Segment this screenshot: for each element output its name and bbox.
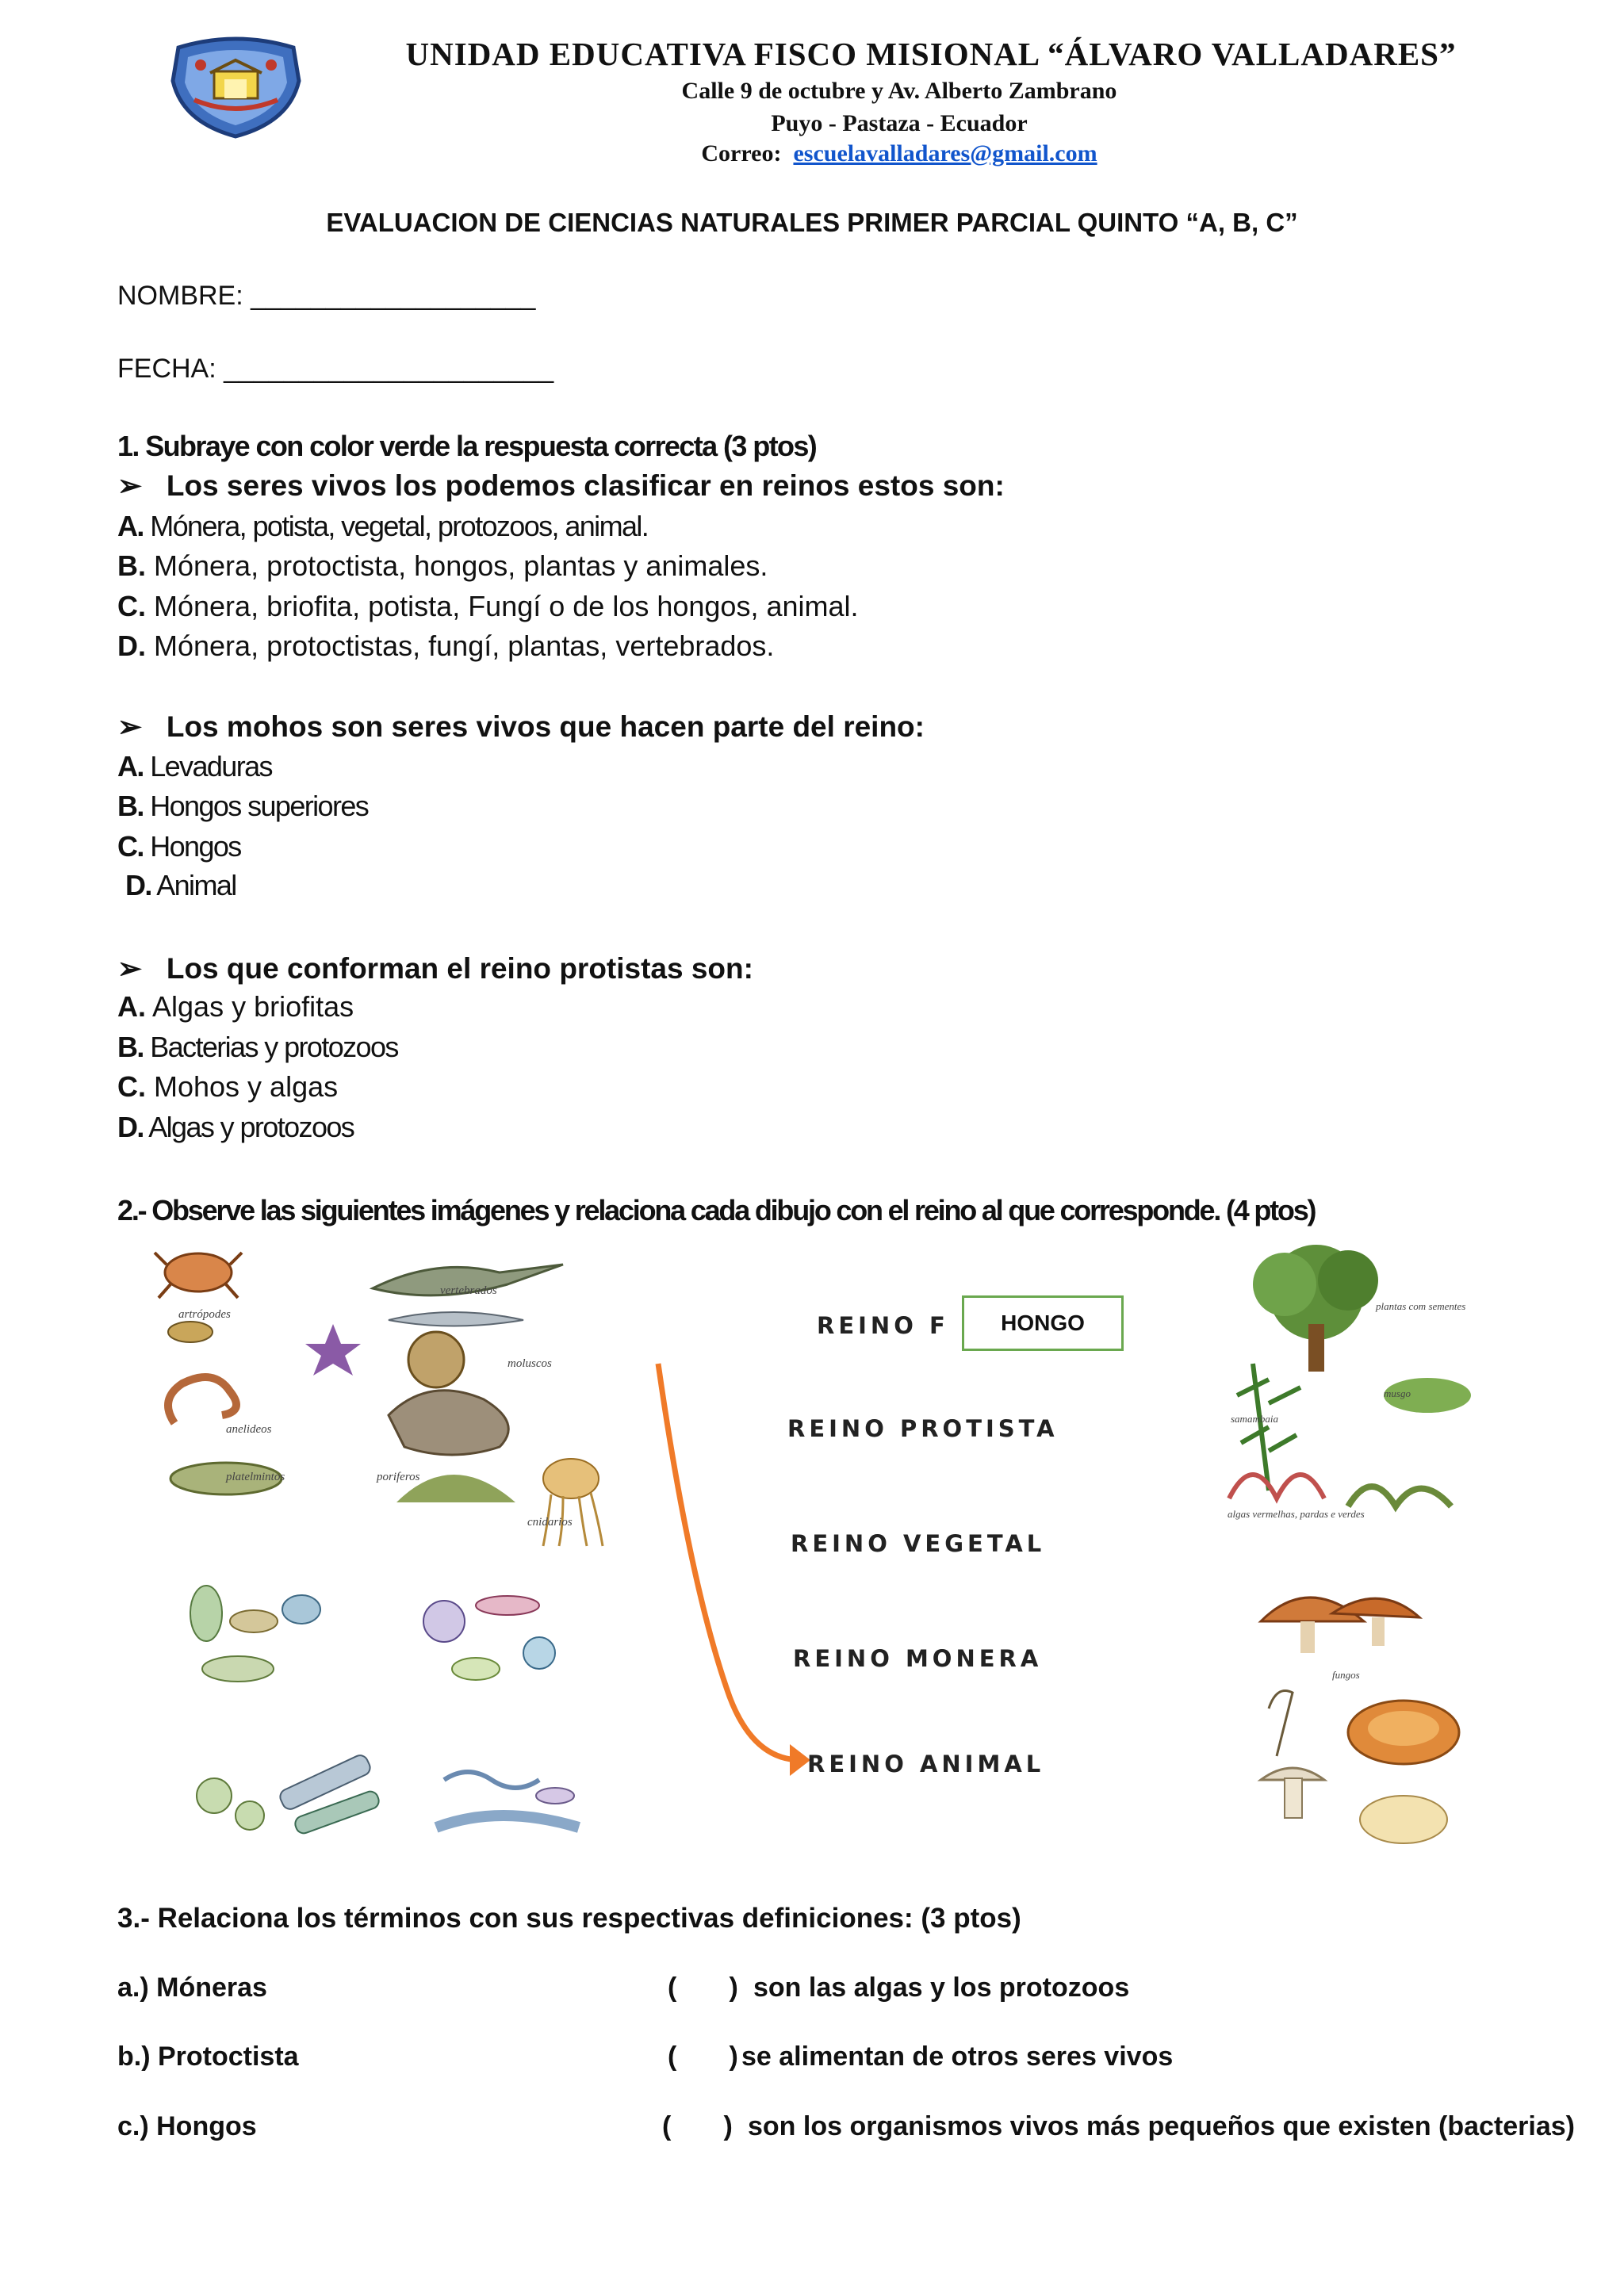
q3-row-b-blank[interactable]: ( ) (668, 2042, 738, 2072)
label-algas: algas vermelhas, pardas e verdes (1228, 1508, 1365, 1520)
label-vertebrados: vertebrados (440, 1284, 497, 1297)
q1-item2-option-b[interactable]: B. Hongos superiores (117, 790, 369, 822)
arrow-bullet-icon: ➢ (117, 710, 143, 743)
fungi-kingdom-illustration (1245, 1574, 1483, 1867)
q1-item3-option-d[interactable]: D. Algas y protozoos (117, 1111, 354, 1143)
q1-item1-option-a[interactable]: A. Mónera, potista, vegetal, protozoos, animal. (117, 510, 649, 542)
school-name: UNIDAD EDUCATIVA FISCO MISIONAL “ÁLVARO VALLADARES” (405, 36, 1457, 72)
q1-item1-option-c[interactable]: C. Mónera, briofita, potista, Fungí o de los hongos, animal. (117, 590, 859, 622)
q3-row-c-term: c.) Hongos (117, 2111, 257, 2141)
kingdom-protista-label: REINO PROTISTA (787, 1415, 1059, 1442)
school-city: Puyo - Pastaza - Ecuador (771, 110, 1028, 136)
q3-row-a-definition: son las algas y los protozoos (753, 1973, 1130, 2003)
q1-item1-question: ➢ Los seres vivos los podemos clasificar en reinos estos son: (117, 469, 1005, 502)
email-label: Correo: (701, 140, 782, 166)
label-fungos: fungos (1332, 1669, 1360, 1681)
q3-row-a-term: a.) Móneras (117, 1973, 267, 2003)
animal-kingdom-illustration (151, 1241, 642, 1550)
q2-title: 2.- Observe las siguientes imágenes y relaciona cada dibujo con el reino al que corresponde. (4 ptos) (117, 1194, 1316, 1226)
email-link[interactable]: escuelavalladares@gmail.com (793, 140, 1097, 166)
q1-item1-option-d[interactable]: D. Mónera, protoctistas, fungí, plantas, vertebrados. (117, 629, 775, 662)
q1-item3-option-a[interactable]: A. Algas y briofitas (117, 990, 354, 1023)
kingdom-animal-label: REINO ANIMAL (807, 1751, 1045, 1777)
label-cnidarios: cnidarios (527, 1516, 573, 1529)
q3-row-c-definition: son los organismos vivos más pequeños que existen (bacterias) (748, 2111, 1575, 2141)
q1-title: 1. Subraye con color verde la respuesta correcta (3 ptos) (117, 430, 817, 462)
monera-illustration (182, 1748, 611, 1855)
q3-title: 3.- Relaciona los términos con sus respectivas definiciones: (3 ptos) (117, 1903, 1021, 1934)
arrow-bullet-icon: ➢ (117, 469, 143, 502)
q3-row-a-blank[interactable]: ( ) (668, 1973, 738, 2003)
answer-box-hongo[interactable]: HONGO (962, 1295, 1124, 1351)
q3-row-b-term: b.) Protoctista (117, 2042, 299, 2072)
q3-row-b-definition: se alimentan de otros seres vivos (741, 2042, 1174, 2072)
label-samambaia: samambaia (1231, 1413, 1278, 1425)
label-poriferos: poriferos (377, 1471, 420, 1483)
kingdom-vegetal-label: REINO VEGETAL (791, 1530, 1046, 1557)
school-email-line (0, 140, 1624, 167)
label-musgo: musgo (1384, 1387, 1411, 1399)
arrow-bullet-icon: ➢ (117, 952, 143, 985)
q1-item3-option-c[interactable]: C. Mohos y algas (117, 1070, 339, 1103)
protist-illustration (174, 1574, 603, 1701)
plant-kingdom-illustration (1221, 1237, 1483, 1530)
exam-title: EVALUACION DE CIENCIAS NATURALES PRIMER PARCIAL QUINTO “A, B, C” (326, 208, 1298, 237)
kingdom-fungi-label: REINO F (817, 1312, 949, 1339)
q3-row-c-blank[interactable]: ( ) (662, 2111, 733, 2141)
date-field[interactable]: FECHA: ______________________ (117, 354, 554, 384)
label-artropodos: artrópodes (178, 1308, 231, 1321)
label-platelmintos: platelmintos (226, 1471, 285, 1483)
label-moluscos: moluscos (508, 1357, 552, 1370)
label-plantas: plantas com sementes (1376, 1300, 1466, 1312)
q1-item2-question: ➢ Los mohos son seres vivos que hacen parte del reino: (117, 710, 925, 743)
matching-arrow (634, 1348, 825, 1792)
q1-item2-option-c[interactable]: C. Hongos (117, 830, 241, 863)
q1-item2-option-a[interactable]: A. Levaduras (117, 750, 272, 783)
label-anelideos: anelideos (226, 1423, 272, 1436)
school-address: Calle 9 de octubre y Av. Alberto Zambrano (681, 78, 1117, 104)
q1-item1-option-b[interactable]: B. Mónera, protoctista, hongos, plantas y animales. (117, 549, 768, 582)
q1-item3-option-b[interactable]: B. Bacterias y protozoos (117, 1031, 398, 1063)
kingdom-monera-label: REINO MONERA (793, 1645, 1043, 1672)
q1-item3-question: ➢ Los que conforman el reino protistas son: (117, 952, 753, 985)
name-field[interactable]: NOMBRE: ___________________ (117, 281, 536, 311)
q1-item2-option-d[interactable]: D. Animal (125, 869, 236, 901)
